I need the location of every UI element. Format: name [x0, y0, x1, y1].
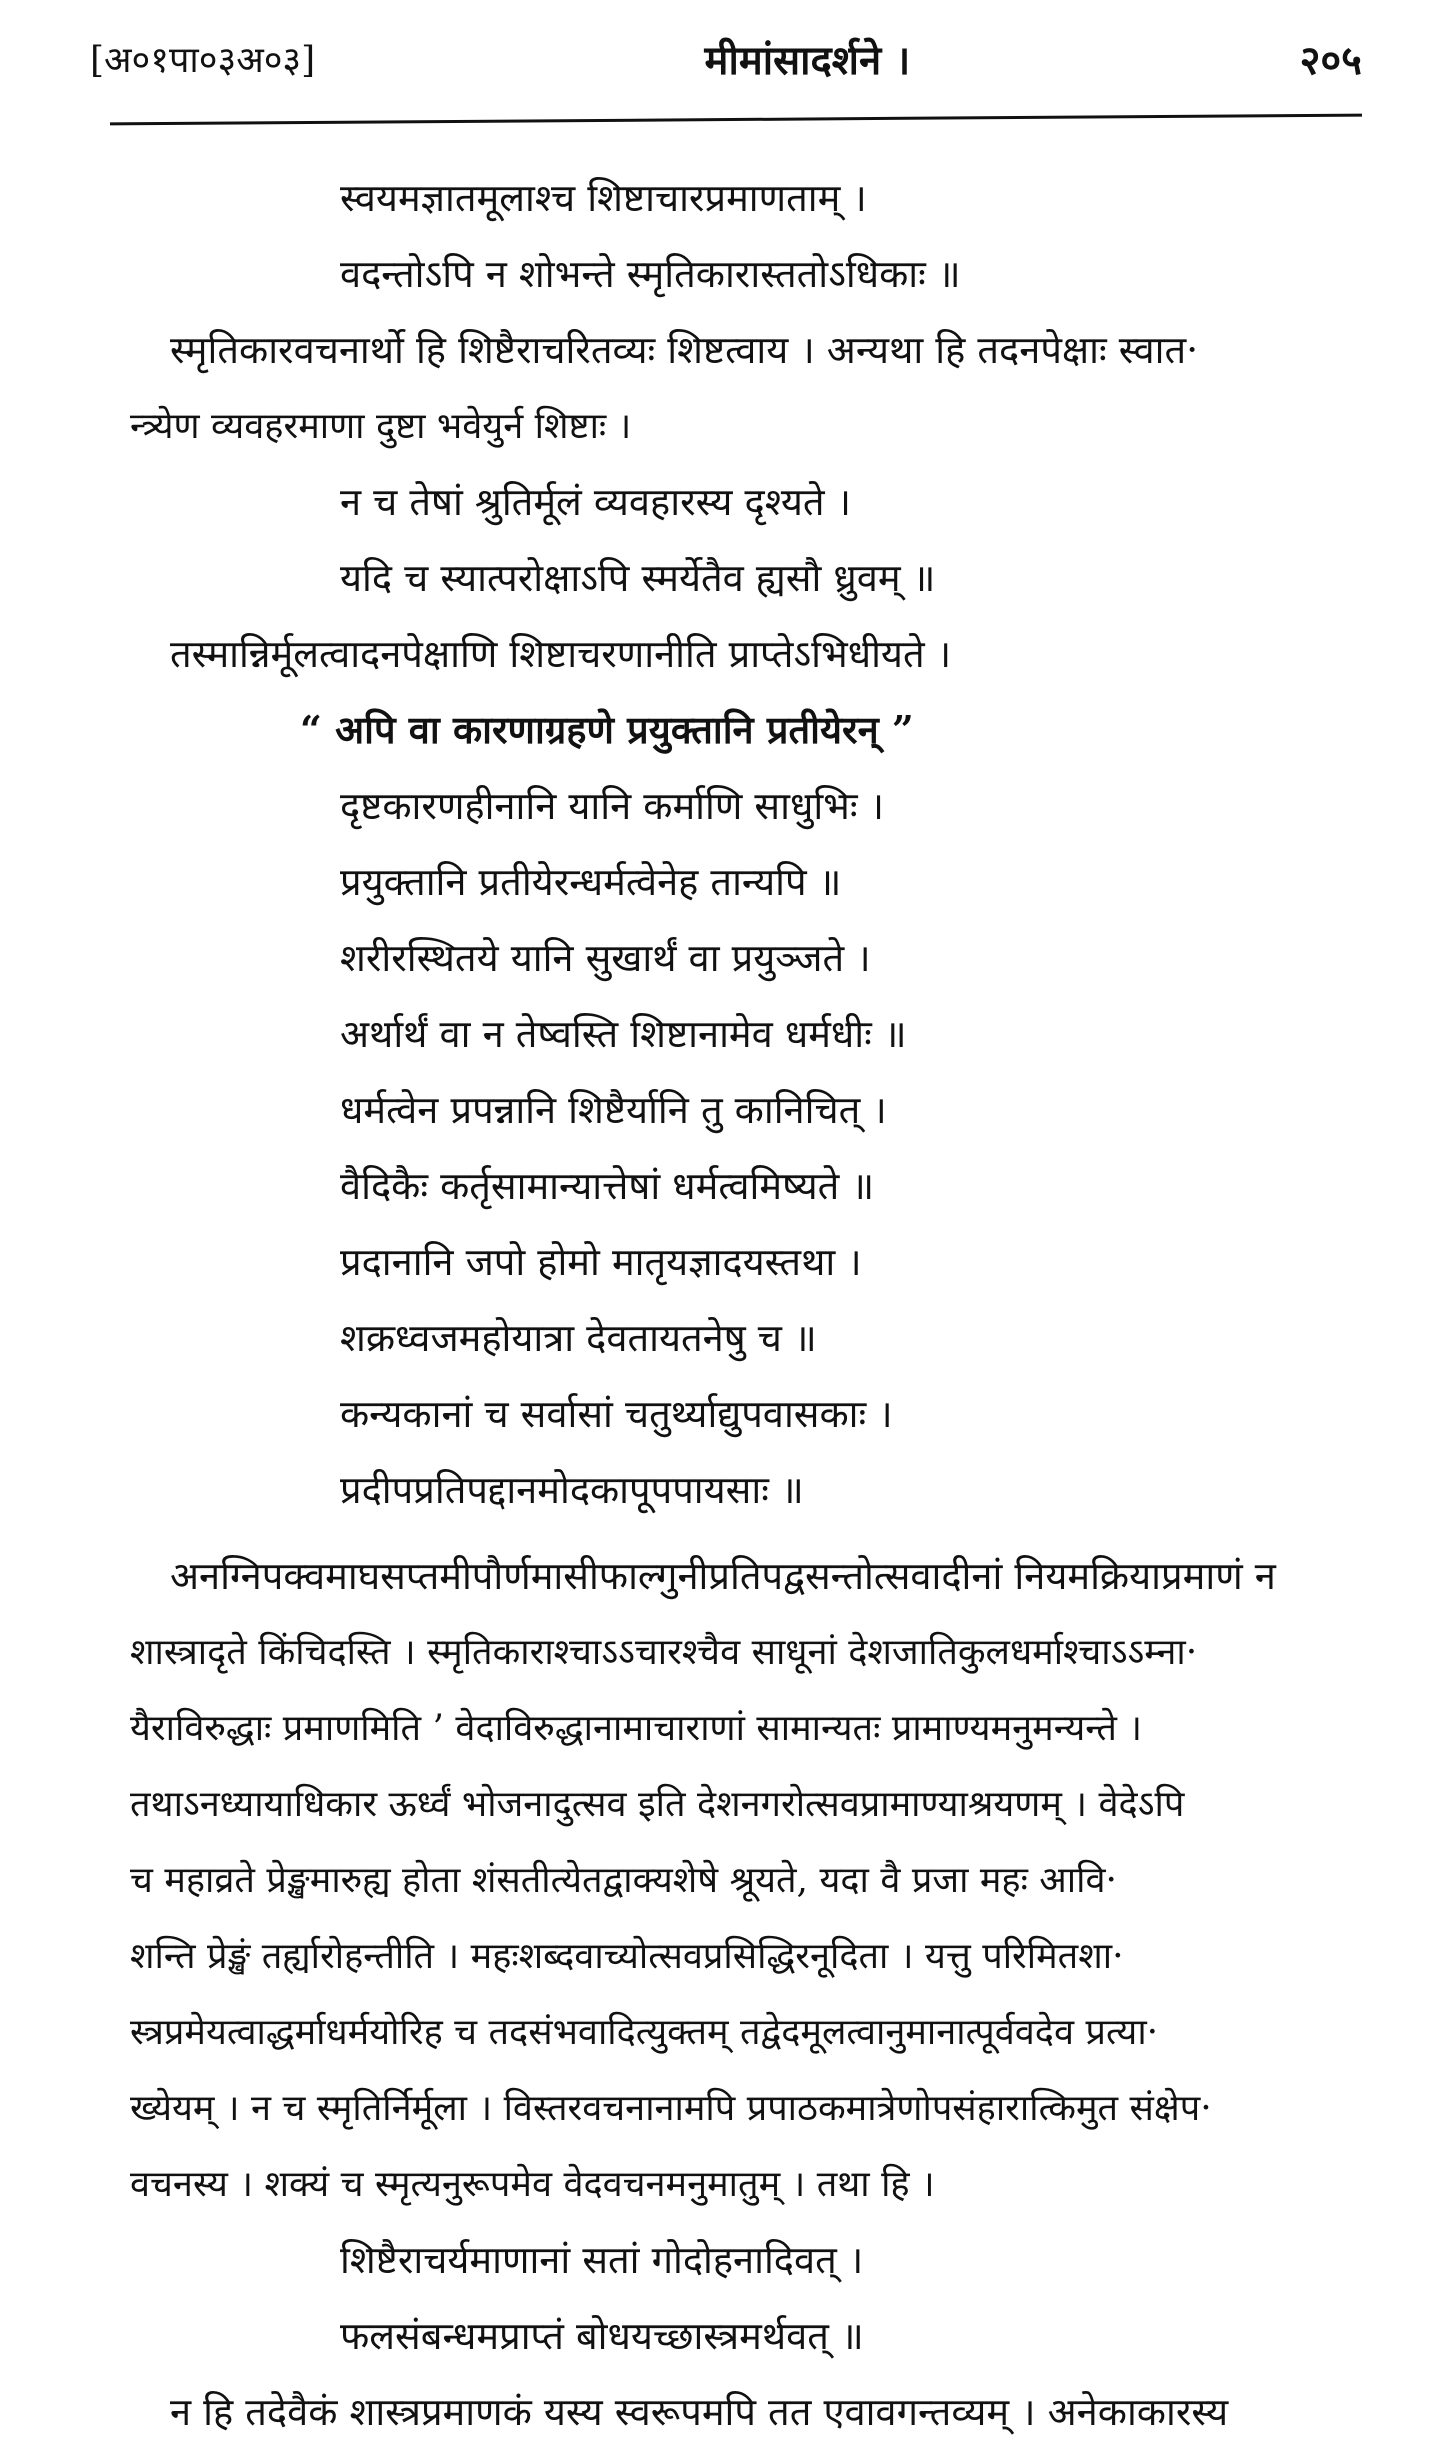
- verse-line: यदि च स्यात्परोक्षाऽपि स्मर्येतैव ह्यसौ ध्रुवम् ॥: [340, 556, 936, 600]
- prose-line: यैराविरुद्धाः प्रमाणमिति ’ वेदाविरुद्धानामाचाराणां सामान्यतः प्रामाण्यमनुमन्यन्ते ।: [130, 1707, 1143, 1749]
- prose-line: स्मृतिकारवचनार्थो हि शिष्टैराचरितव्यः शिष्टत्वाय । अन्यथा हि तदनपेक्षाः स्वात·: [170, 328, 1199, 372]
- sutra-quote: “ अपि वा कारणाग्रहणे प्रयुक्तानि प्रतीयेरन् ”: [300, 707, 914, 752]
- prose-line: तथाऽनध्यायाधिकार ऊर्ध्वं भोजनादुत्सव इति देशनगरोत्सवप्रामाण्याश्रयणम् । वेदेऽपि: [130, 1783, 1185, 1825]
- prose-paragraph: [150, 2374, 1362, 2450]
- verse-line: शिष्टैराचर्यमाणानां सतां गोदोहनादिवत् ।: [340, 2238, 864, 2282]
- prose-line: न्त्र्येण व्यवहरमाणा दुष्टा भवेयुर्न शिष्टाः ।: [130, 405, 632, 447]
- verse-line: प्रदानानि जपो होमो मातृयज्ञादयस्तथा ।: [340, 1240, 862, 1284]
- verse-line: शक्रध्वजमहोयात्रा देवतायतनेषु च ॥: [340, 1316, 817, 1360]
- prose-line: ख्येयम् । न च स्मृतिर्निर्मूला । विस्तरवचनानामपि प्रपाठकमात्रेणोपसंहारात्किमुत संक्षेप·: [130, 2087, 1212, 2129]
- page-number: २०५: [1299, 36, 1362, 84]
- verse-line: अर्थार्थं वा न तेष्वस्ति शिष्टानामेव धर्मधीः ॥: [340, 1012, 907, 1056]
- prose-line: शन्ति प्रेङ्खं तर्ह्यारोहन्तीति । महःशब्दवाच्योत्सवप्रसिद्धिरनूदिता । यत्तु परिमितशा·: [130, 1935, 1124, 1977]
- verse-line: कन्यकानां च सर्वासां चतुर्थ्याद्युपवासकाः ।: [340, 1392, 893, 1436]
- prose-line: च महाव्रते प्रेङ्खमारुह्य होता शंसतीत्येतद्वाक्यशेषे श्रूयते, यदा वै प्रजा महः आवि·: [130, 1859, 1117, 1901]
- verse-line: प्रयुक्तानि प्रतीयेरन्धर्मत्वेनेह तान्यपि ॥: [340, 860, 842, 904]
- verse-line: शरीरस्थितये यानि सुखार्थं वा प्रयुञ्जते ।: [340, 936, 871, 980]
- prose-line: स्त्रप्रमेयत्वाद्धर्माधर्मयोरिह च तदसंभवादित्युक्तम् तद्वेदमूलत्वानुमानात्पूर्ववदेव प्रत्या·: [130, 2011, 1159, 2053]
- verse-line: दृष्टकारणहीनानि यानि कर्माणि साधुभिः ।: [340, 784, 885, 828]
- header-rule: [110, 114, 1362, 126]
- verse-line: वैदिकैः कर्तृसामान्यात्तेषां धर्मत्वमिष्यते ॥: [340, 1164, 875, 1208]
- prose-paragraph: [130, 1538, 1362, 2222]
- prose-line: वचनस्य । शक्यं च स्मृत्यनुरूपमेव वेदवचनमनुमातुम् । तथा हि ।: [130, 2163, 935, 2205]
- verse-line: न च तेषां श्रुतिर्मूलं व्यवहारस्य दृश्यते ।: [340, 480, 852, 524]
- prose-line: अनग्निपक्वमाघसप्तमीपौर्णमासीफाल्गुनीप्रतिपद्वसन्तोत्सवादीनां नियमक्रियाप्रमाणं न: [170, 1554, 1276, 1598]
- verse-line: धर्मत्वेन प्रपन्नानि शिष्टैर्यानि तु कानिचित् ।: [340, 1088, 887, 1132]
- prose-line: तस्मान्निर्मूलत्वादनपेक्षाणि शिष्टाचरणानीति प्राप्तेऽभिधीयते ।: [170, 632, 952, 676]
- verse-line: स्वयमज्ञातमूलाश्च शिष्टाचारप्रमाणताम् ।: [340, 176, 867, 220]
- verse-line: वदन्तोऽपि न शोभन्ते स्मृतिकारास्ततोऽधिकाः ॥: [340, 252, 961, 296]
- section-reference: [अ०१पा०३अ०३]: [90, 39, 316, 81]
- prose-line: शास्त्रादृते किंचिदस्ति । स्मृतिकाराश्चाऽऽचारश्चैव साधूनां देशजातिकुलधर्माश्चाऽऽम्ना·: [130, 1631, 1198, 1673]
- verse-line: प्रदीपप्रतिपद्दानमोदकापूपपायसाः ॥: [340, 1468, 804, 1512]
- prose-line: न हि तदेवैकं शास्त्रप्रमाणकं यस्य स्वरूपमपि तत एवावगन्तव्यम् । अनेकाकारस्य: [170, 2390, 1229, 2434]
- verse-line: फलसंबन्धमप्राप्तं बोधयच्छास्त्रमर्थवत् ॥: [340, 2314, 864, 2358]
- running-title: मीमांसादर्शने ।: [704, 36, 911, 84]
- prose-paragraph: [130, 312, 1362, 464]
- page-body: [130, 160, 1362, 2450]
- prose-paragraph: [150, 616, 1362, 692]
- page-header: [90, 18, 1362, 98]
